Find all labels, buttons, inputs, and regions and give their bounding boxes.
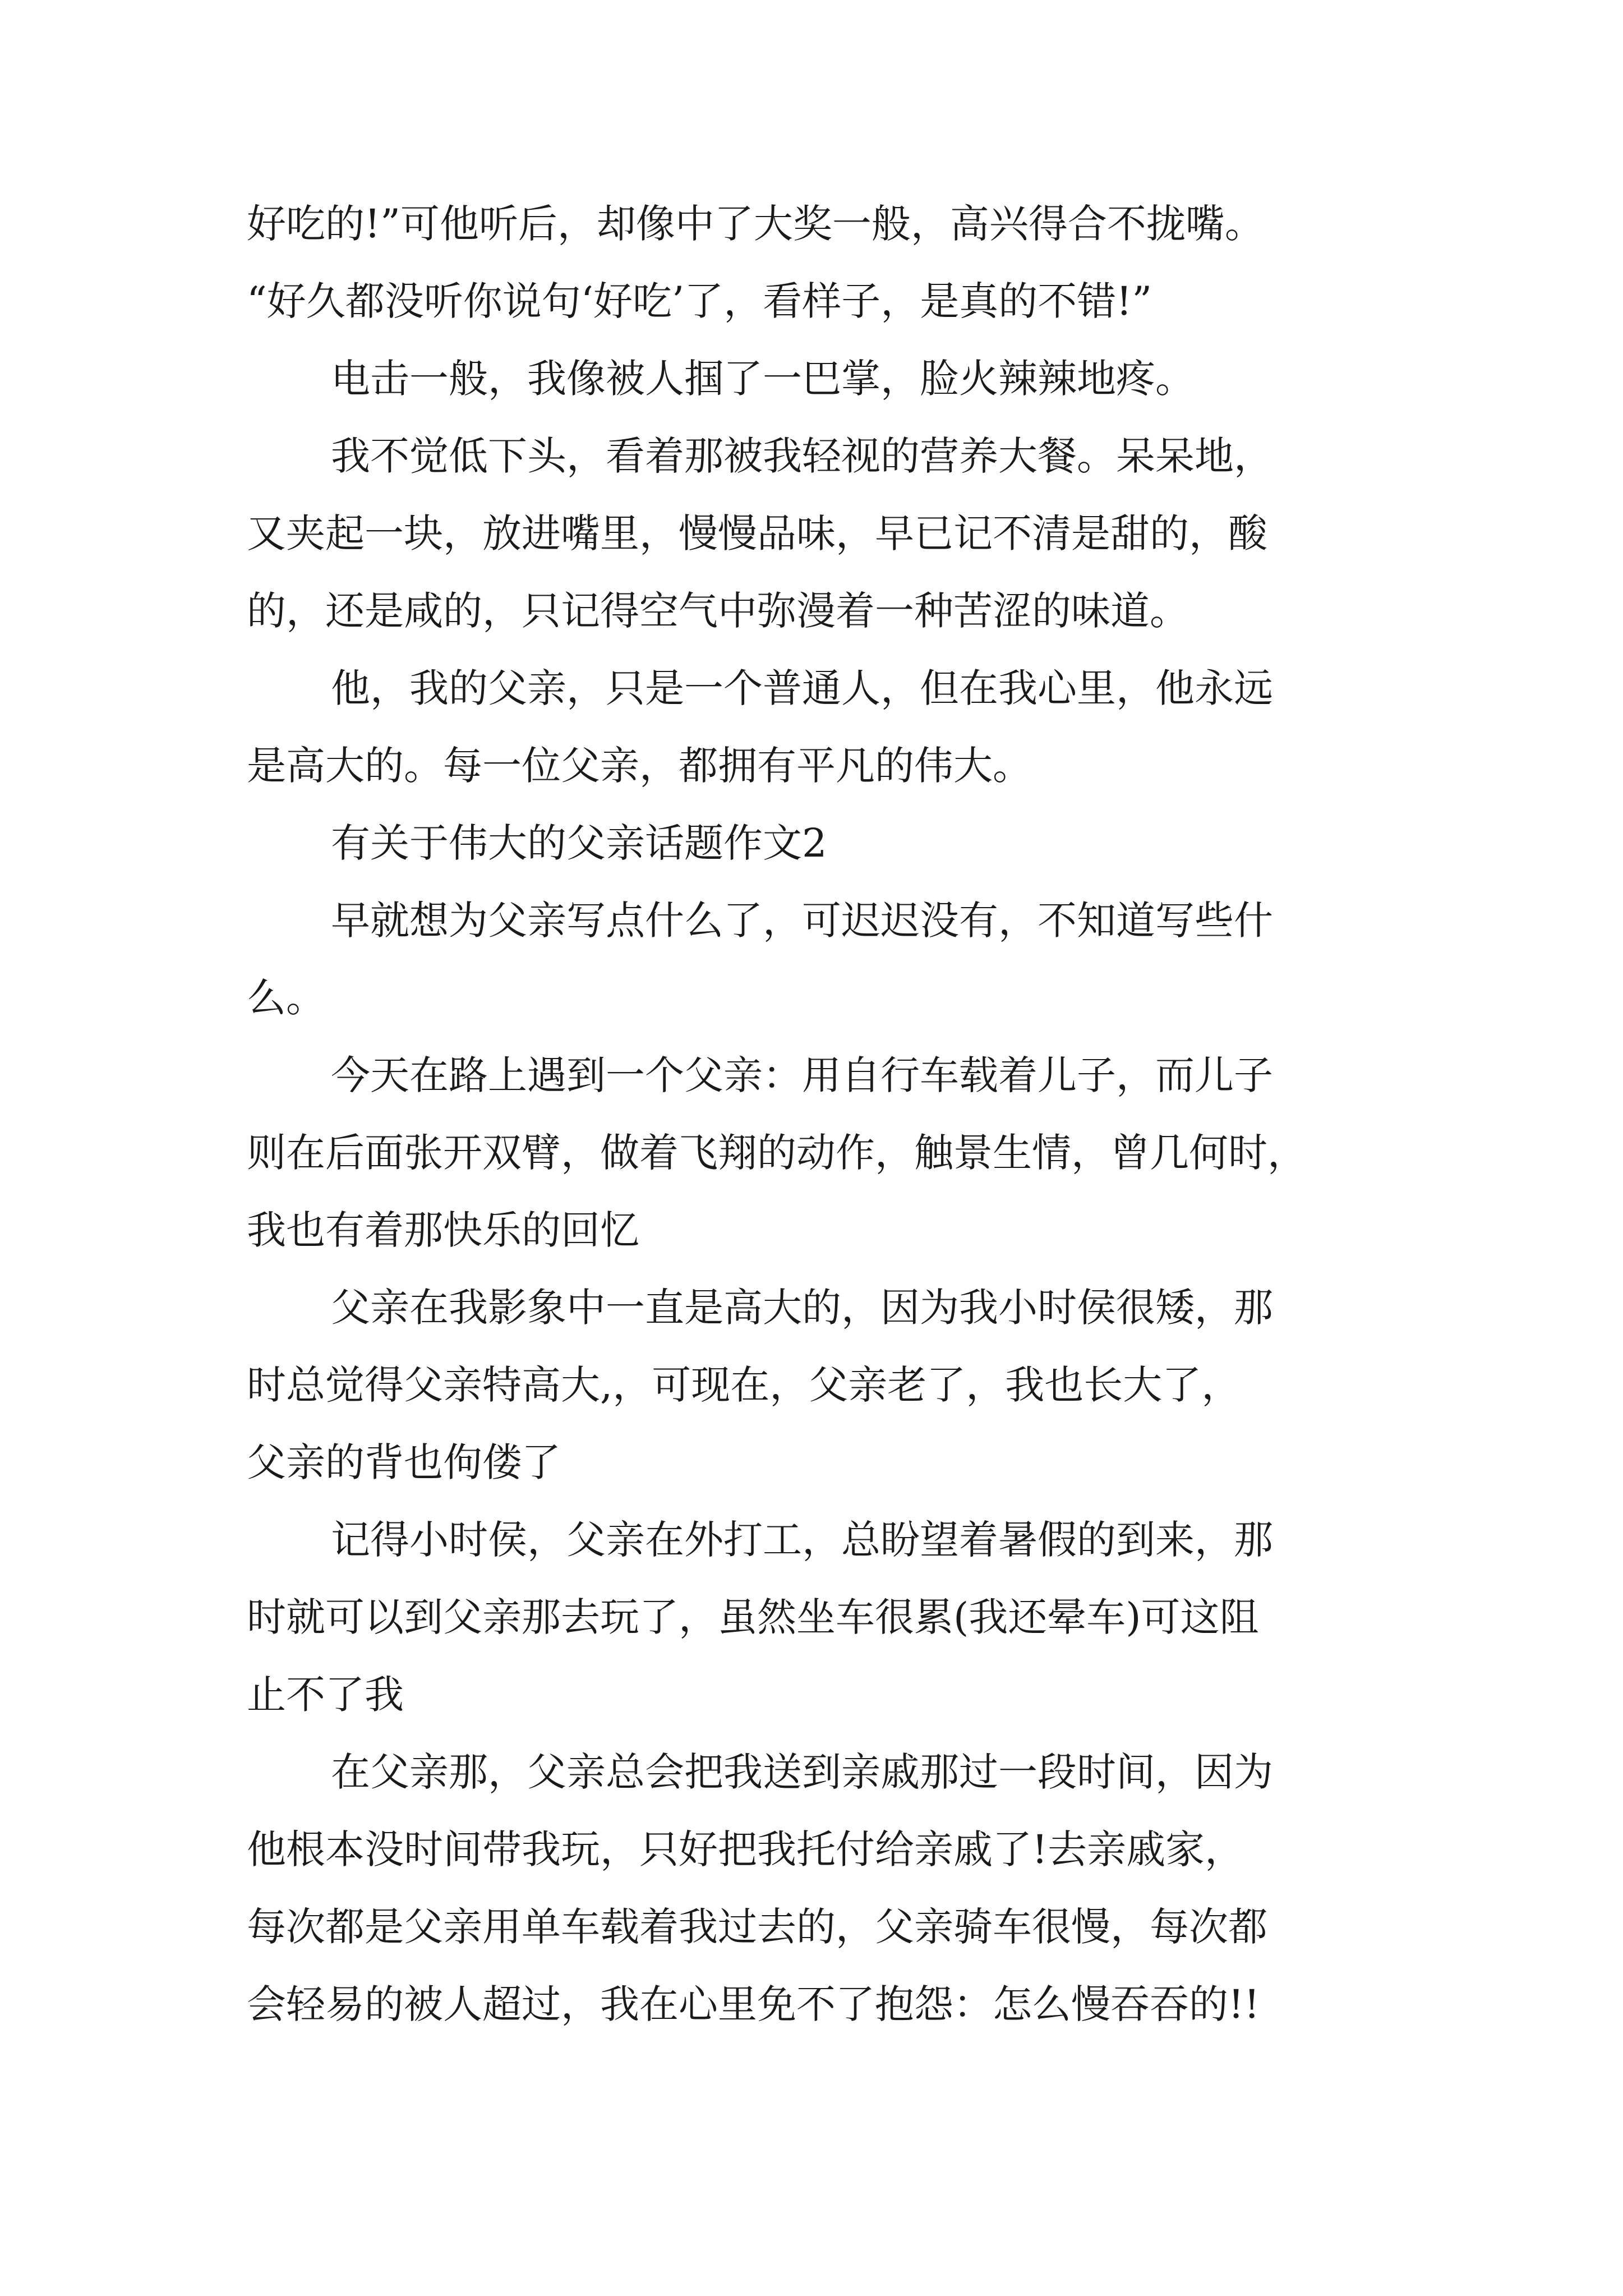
text-line: 我也有着那快乐的回忆 — [247, 1207, 639, 1253]
paragraph-line: 电击一般，我像被人掴了一巴掌，脸火辣辣地疼。 — [331, 356, 1195, 402]
text-line: 父亲的背也佝偻了 — [247, 1439, 561, 1485]
text-line: 止不了我 — [247, 1672, 404, 1718]
text-line: 时总觉得父亲特高大,，可现在，父亲老了，我也长大了， — [247, 1362, 1241, 1408]
paragraph-line: 我不觉低下头，看着那被我轻视的营养大餐。呆呆地， — [331, 433, 1273, 479]
text-line: 的，还是咸的，只记得空气中弥漫着一种苦涩的味道。 — [247, 588, 1189, 634]
text-line: 时就可以到父亲那去玩了，虽然坐车很累(我还晕车)可这阻 — [247, 1594, 1259, 1640]
text-line: 则在后面张开双臂，做着飞翔的动作，触景生情，曾几何时， — [247, 1130, 1307, 1176]
text-line: 他根本没时间带我玩，只好把我托付给亲戚了!去亲戚家， — [247, 1826, 1244, 1872]
paragraph-line: 早就想为父亲写点什么了，可迟迟没有，不知道写些什 — [331, 898, 1273, 944]
paragraph-line: 父亲在我影象中一直是高大的，因为我小时侯很矮，那 — [331, 1285, 1273, 1331]
paragraph-line: 在父亲那，父亲总会把我送到亲戚那过一段时间，因为 — [331, 1749, 1273, 1795]
text-line: 每次都是父亲用单车载着我过去的，父亲骑车很慢，每次都 — [247, 1904, 1267, 1950]
text-line: 会轻易的被人超过，我在心里免不了抱怨：怎么慢吞吞的!! — [247, 1981, 1260, 2027]
paragraph-line: 他，我的父亲，只是一个普通人，但在我心里，他永远 — [331, 665, 1273, 711]
text-line: 好吃的!”可他听后，却像中了大奖一般，高兴得合不拢嘴。 — [247, 201, 1264, 247]
text-line: “好久都没听你说句‘好吃’了，看样子，是真的不错!” — [247, 278, 1152, 324]
text-line: 么。 — [247, 975, 325, 1021]
section-heading: 有关于伟大的父亲话题作文2 — [331, 820, 827, 866]
text-line: 又夹起一块，放进嘴里，慢慢品味，早已记不清是甜的，酸 — [247, 510, 1267, 556]
document-body — [247, 185, 1402, 2043]
paragraph-line: 今天在路上遇到一个父亲：用自行车载着儿子，而儿子 — [331, 1052, 1273, 1098]
text-line: 是高大的。每一位父亲，都拥有平凡的伟大。 — [247, 743, 1032, 789]
paragraph-line: 记得小时侯，父亲在外打工，总盼望着暑假的到来，那 — [331, 1517, 1273, 1563]
